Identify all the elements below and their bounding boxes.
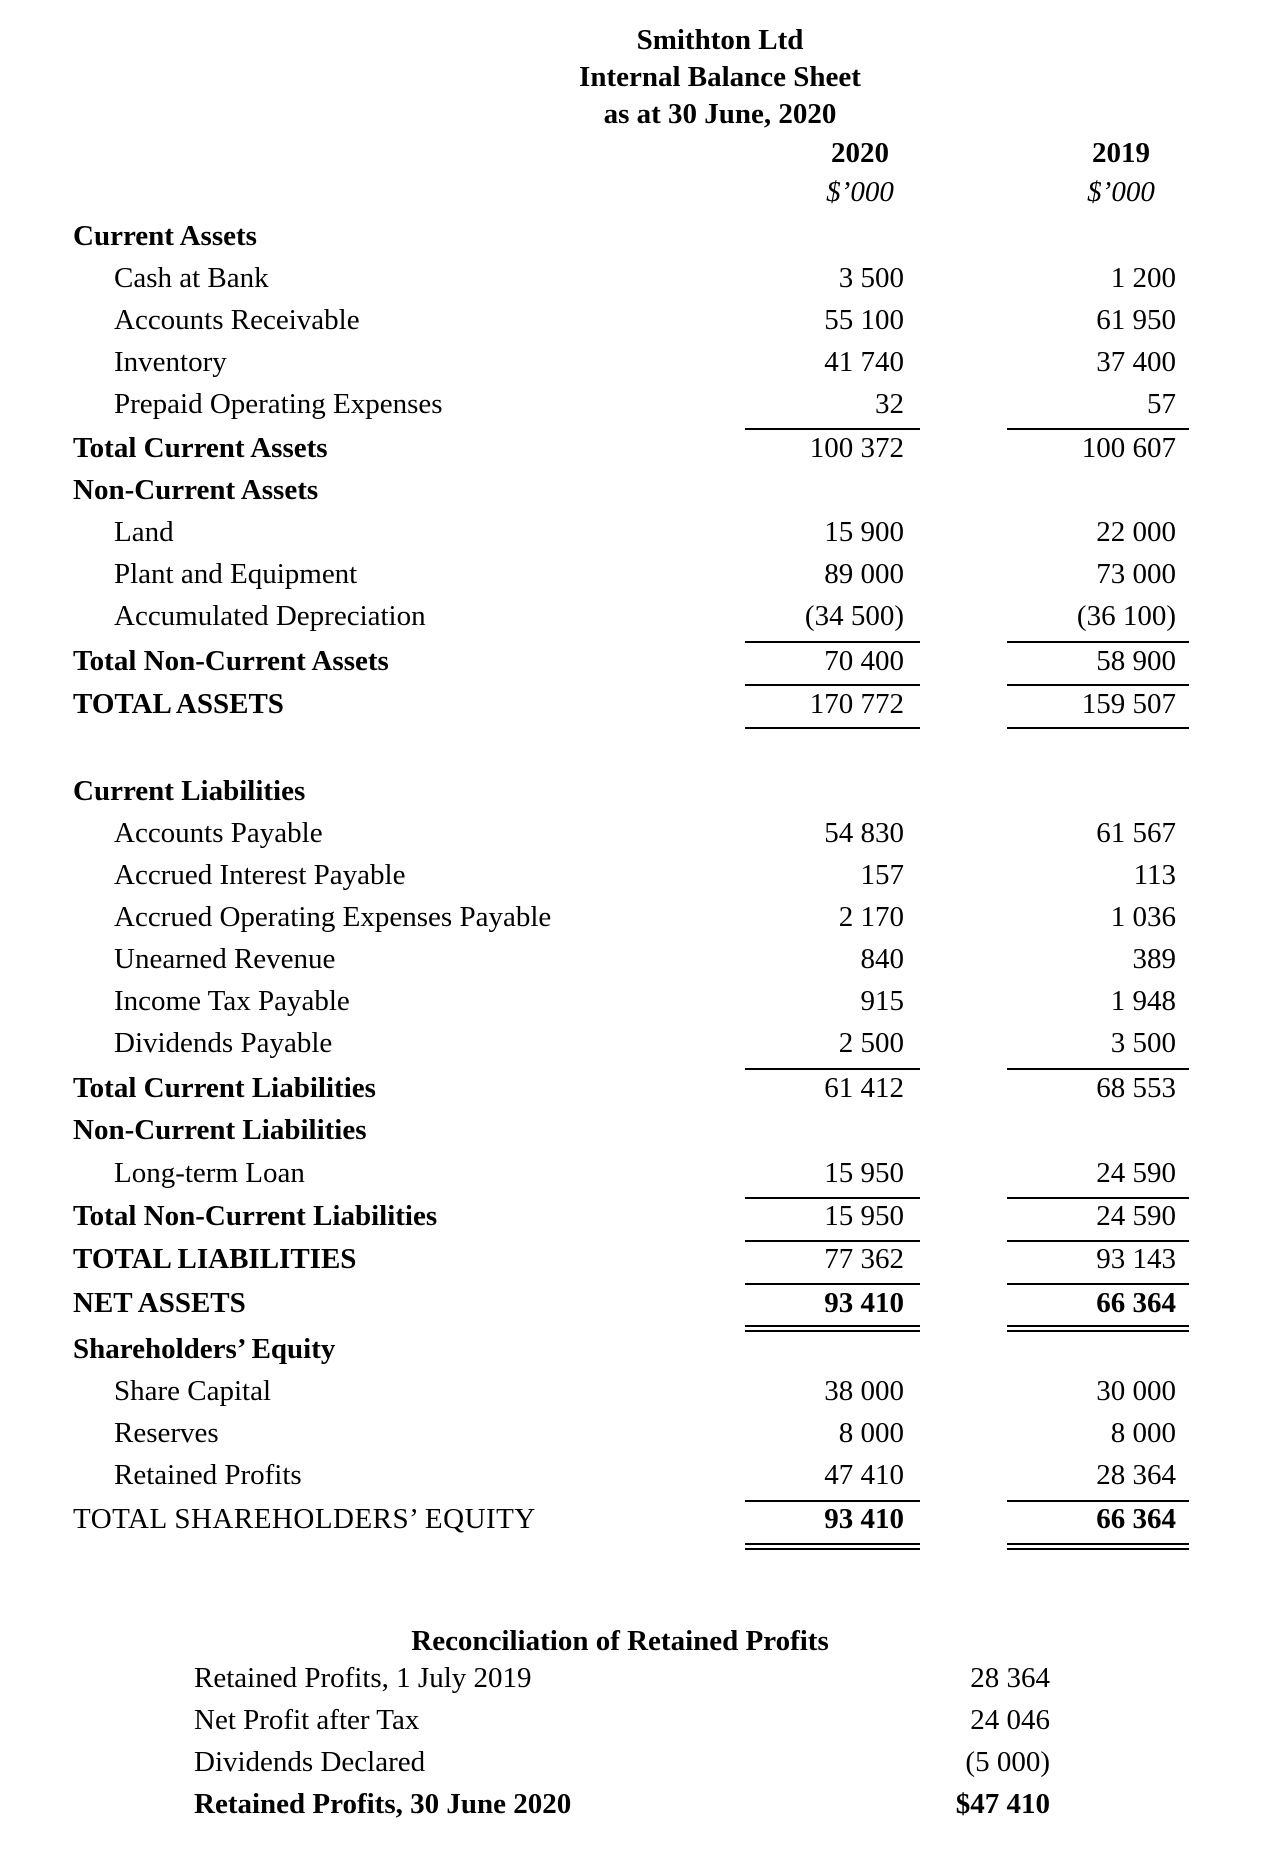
total-row [0,1200,1262,1240]
value-2019: 8 000 [1110,1417,1176,1449]
value-2020: 8 000 [838,1417,904,1449]
non-current-assets-heading: Non-Current Assets [73,474,319,506]
reconciliation-label: Retained Profits, 1 July 2019 [194,1662,532,1694]
reconciliation-value: 24 046 [970,1704,1050,1736]
table-row [0,516,1262,556]
table-row [0,943,1262,983]
row-label: Accrued Operating Expenses Payable [114,901,552,933]
row-label: Total Current Assets [73,432,328,464]
value-2019: 61 950 [1096,304,1176,336]
value-2019: 24 590 [1096,1157,1176,1189]
row-label: Plant and Equipment [114,558,358,590]
value-2019: (36 100) [1076,600,1176,632]
row-label: Accounts Payable [114,817,323,849]
double-rule [745,1330,920,1332]
value-2020: 100 372 [809,432,904,464]
table-row [0,346,1262,386]
row-label: TOTAL SHAREHOLDERS’ EQUITY [73,1503,536,1535]
value-2020: 2 170 [838,901,904,933]
value-2020: 70 400 [824,645,904,677]
row-label: NET ASSETS [73,1287,246,1319]
total-row [0,1072,1262,1112]
value-2020: 3 500 [838,262,904,294]
value-2019: 58 900 [1096,645,1176,677]
value-2019: 3 500 [1110,1027,1176,1059]
value-2019: 37 400 [1096,346,1176,378]
subtotal-rule [745,1500,920,1502]
total-row [0,1503,1262,1543]
column-unit-2019: $’000 [1087,176,1155,208]
row-label: Income Tax Payable [114,985,350,1017]
value-2019: 113 [1133,859,1176,891]
value-2020: 55 100 [824,304,904,336]
section-heading [0,1114,1262,1154]
value-2019: 159 507 [1081,688,1176,720]
value-2020: 157 [860,859,904,891]
value-2020: 15 950 [824,1200,904,1232]
value-2019: 68 553 [1096,1072,1176,1104]
row-label: Accumulated Depreciation [114,600,426,632]
reconciliation-total-label: Retained Profits, 30 June 2020 [194,1788,572,1820]
total-row [0,1287,1262,1327]
value-2019: 28 364 [1096,1459,1176,1491]
subtotal-rule [745,1283,920,1285]
value-2019: 57 [1147,388,1176,420]
section-heading [0,1333,1262,1373]
total-row [0,688,1262,728]
reconciliation-label: Dividends Declared [194,1746,426,1778]
subtotal-rule [1007,1500,1189,1502]
row-label: Accounts Receivable [114,304,360,336]
table-row [0,817,1262,857]
value-2019: 30 000 [1096,1375,1176,1407]
total-rule [1007,727,1189,729]
value-2020: 170 772 [809,688,904,720]
subtotal-rule [745,428,920,430]
section-heading [0,775,1262,815]
row-label: Total Non-Current Assets [73,645,389,677]
non-current-liabilities-heading: Non-Current Liabilities [73,1114,367,1146]
subtotal-rule [745,1068,920,1070]
subtotal-rule [1007,1240,1189,1242]
subtotal-rule [745,1197,920,1199]
value-2019: 100 607 [1081,432,1176,464]
double-rule [1007,1548,1189,1550]
row-label: Cash at Bank [114,262,269,294]
subtotal-rule [745,684,920,686]
table-row [0,262,1262,302]
reconciliation-label: Net Profit after Tax [194,1704,420,1736]
table-row [0,558,1262,598]
value-2020: 47 410 [824,1459,904,1491]
double-rule [1007,1543,1189,1545]
value-2019: 24 590 [1096,1200,1176,1232]
total-row [0,432,1262,472]
value-2019: 66 364 [1096,1503,1176,1535]
value-2019: 66 364 [1096,1287,1176,1319]
row-label: Reserves [114,1417,219,1449]
row-label: Dividends Payable [114,1027,333,1059]
value-2020: 77 362 [824,1243,904,1275]
reconciliation-total-value: $47 410 [955,1788,1050,1820]
row-label: Retained Profits [114,1459,302,1491]
value-2019: 61 567 [1096,817,1176,849]
section-heading [0,220,1262,260]
row-label: Total Non-Current Liabilities [73,1200,438,1232]
table-row [0,304,1262,344]
value-2020: 15 950 [824,1157,904,1189]
double-rule [745,1325,920,1327]
value-2020: 38 000 [824,1375,904,1407]
reconciliation-value: 28 364 [970,1662,1050,1694]
table-row [0,859,1262,899]
document-title: Internal Balance Sheet [579,61,861,93]
current-liabilities-heading: Current Liabilities [73,775,306,807]
value-2019: 1 200 [1110,262,1176,294]
column-year-2020: 2020 [831,137,889,169]
table-row [0,1027,1262,1067]
table-row [0,1417,1262,1457]
value-2020: 915 [860,985,904,1017]
subtotal-rule [1007,1283,1189,1285]
reconciliation-title: Reconciliation of Retained Profits [411,1625,829,1657]
company-name: Smithton Ltd [636,24,804,56]
subtotal-rule [1007,684,1189,686]
value-2020: 89 000 [824,558,904,590]
table-row [0,388,1262,428]
value-2019: 22 000 [1096,516,1176,548]
table-row [0,1157,1262,1197]
value-2020: 54 830 [824,817,904,849]
reconciliation-value: (5 000) [965,1746,1050,1778]
subtotal-rule [745,641,920,643]
value-2020: 41 740 [824,346,904,378]
table-row [0,1459,1262,1499]
row-label: TOTAL LIABILITIES [73,1243,357,1275]
total-row [0,645,1262,685]
equity-heading: Shareholders’ Equity [73,1333,336,1365]
row-label: Prepaid Operating Expenses [114,388,443,420]
column-year-2019: 2019 [1092,137,1150,169]
row-label: Long-term Loan [114,1157,305,1189]
value-2019: 73 000 [1096,558,1176,590]
current-assets-heading: Current Assets [73,220,257,252]
subtotal-rule [1007,1197,1189,1199]
row-label: Unearned Revenue [114,943,336,975]
value-2020: 840 [860,943,904,975]
double-rule [1007,1325,1189,1327]
value-2020: 61 412 [824,1072,904,1104]
row-label: Inventory [114,346,227,378]
column-unit-2020: $’000 [826,176,894,208]
total-row [0,1243,1262,1283]
double-rule [745,1548,920,1550]
row-label: TOTAL ASSETS [73,688,284,720]
value-2019: 1 948 [1110,985,1176,1017]
subtotal-rule [745,1240,920,1242]
row-label: Accrued Interest Payable [114,859,406,891]
value-2020: 15 900 [824,516,904,548]
double-rule [1007,1330,1189,1332]
row-label: Land [114,516,174,548]
document-date: as at 30 June, 2020 [603,98,837,130]
table-row [0,901,1262,941]
value-2020: 2 500 [838,1027,904,1059]
double-rule [745,1543,920,1545]
value-2020: (34 500) [804,600,904,632]
subtotal-rule [1007,641,1189,643]
value-2020: 93 410 [824,1503,904,1535]
total-rule [745,727,920,729]
subtotal-rule [1007,1068,1189,1070]
value-2020: 32 [875,388,904,420]
table-row [0,985,1262,1025]
value-2020: 93 410 [824,1287,904,1319]
value-2019: 389 [1132,943,1176,975]
row-label: Share Capital [114,1375,272,1407]
value-2019: 93 143 [1096,1243,1176,1275]
row-label: Total Current Liabilities [73,1072,376,1104]
subtotal-rule [1007,428,1189,430]
section-heading [0,474,1262,514]
table-row [0,1375,1262,1415]
table-row [0,600,1262,640]
value-2019: 1 036 [1110,901,1176,933]
